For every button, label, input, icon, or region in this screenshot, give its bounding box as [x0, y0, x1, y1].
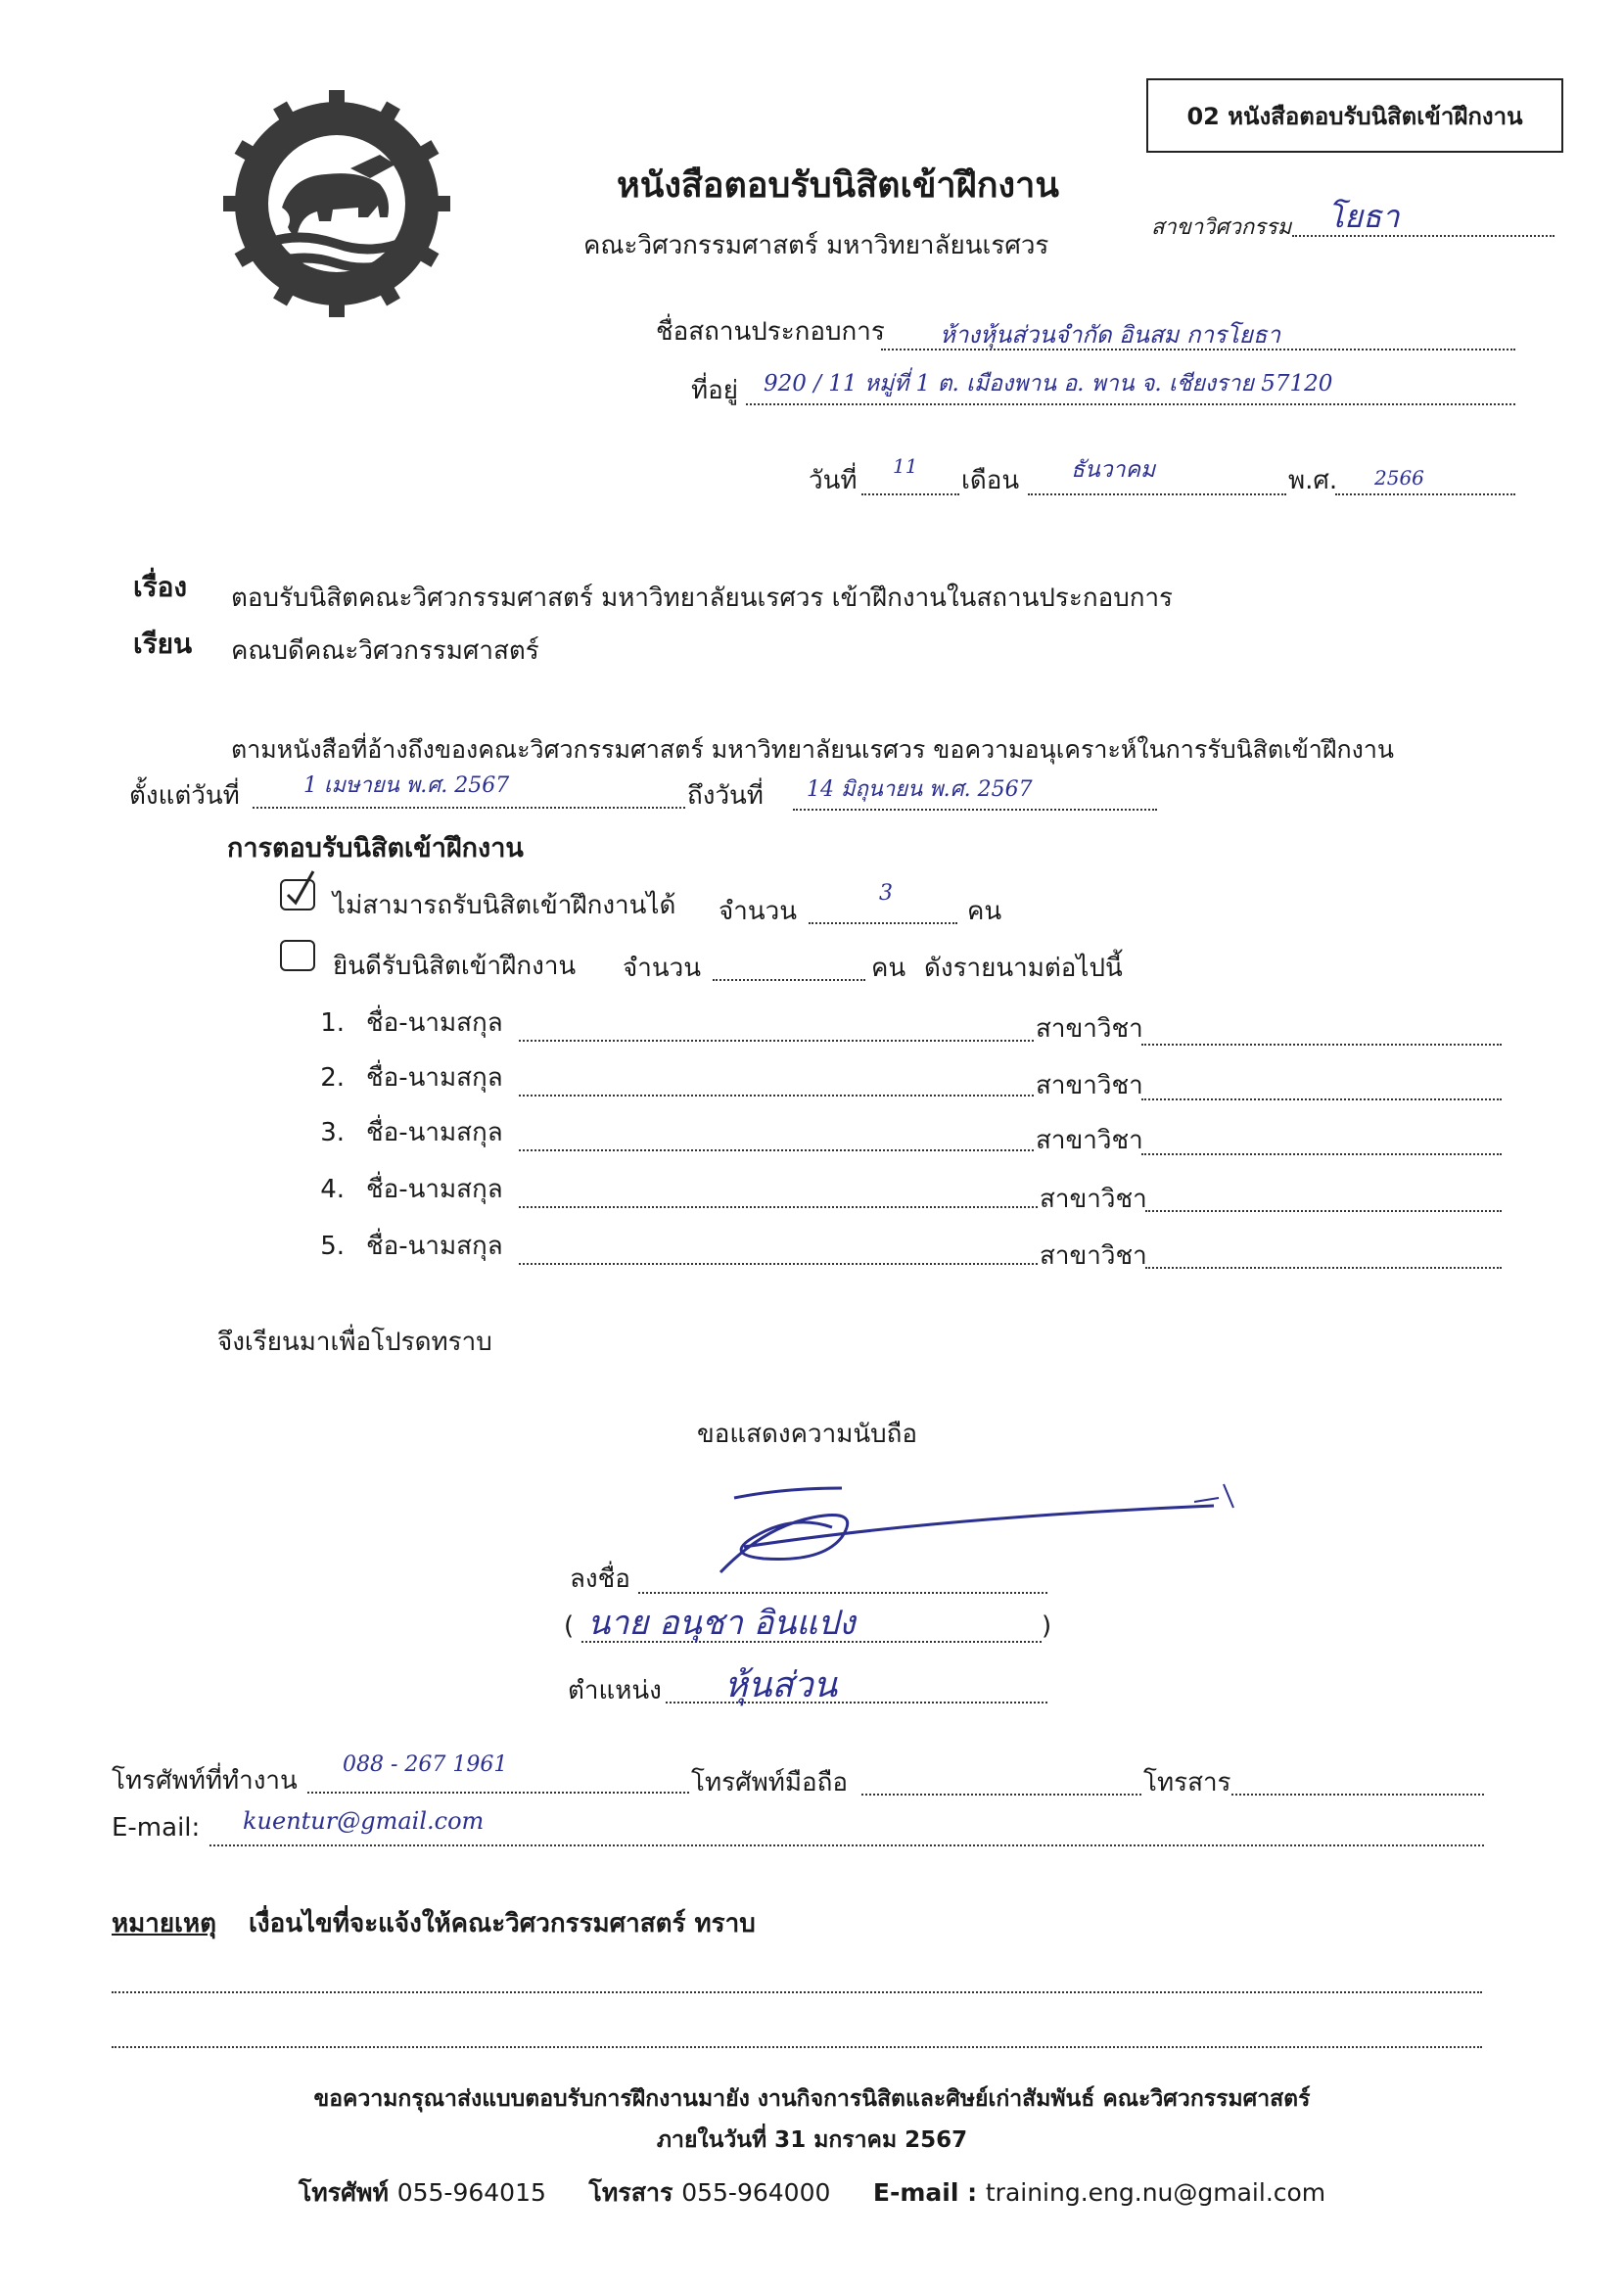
remark-line-2	[112, 2046, 1482, 2048]
closing-inform: จึงเรียนมาเพื่อโปรดทราบ	[217, 1328, 492, 1357]
page-title: หนังสือตอบรับนิสิตเข้าฝึกงาน	[617, 165, 1059, 206]
faculty-logo	[223, 90, 450, 317]
position-label: ตำแหน่ง	[568, 1676, 662, 1705]
to-date-label: ถึงวันที่	[687, 781, 764, 811]
position-value: หุ้นส่วน	[724, 1665, 838, 1705]
date-month-value: ธันวาคม	[1071, 457, 1156, 483]
address-dots	[746, 403, 1515, 405]
student-major-label: สาขาวิชา	[1040, 1241, 1147, 1271]
office-phone-value: 088 - 267 1961	[343, 1752, 508, 1777]
date-month-dots	[1028, 493, 1286, 495]
reject-checkbox[interactable]	[280, 879, 315, 910]
sign-paren-close: )	[1042, 1611, 1052, 1641]
date-year-label: พ.ศ.	[1288, 466, 1338, 495]
email-value: kuentur@gmail.com	[243, 1807, 485, 1835]
office-phone-dots	[307, 1792, 689, 1794]
branch-label: สาขาวิศวกรรม	[1151, 215, 1292, 240]
footer-fax: 055-964000	[681, 2178, 831, 2207]
gear-elephant-seal-icon	[223, 90, 450, 317]
student-num: 5.	[320, 1232, 345, 1261]
signature-scribble-icon	[646, 1469, 1273, 1586]
date-year-value: 2566	[1374, 466, 1424, 490]
sign-paren-open: (	[564, 1611, 575, 1641]
student-major-label: สาขาวิชา	[1036, 1014, 1143, 1044]
student-major-label: สาขาวิชา	[1036, 1071, 1143, 1100]
remark-label: หมายเหตุ	[112, 1909, 217, 1938]
accept-count-dots	[713, 979, 865, 981]
acceptance-heading: การตอบรับนิสิตเข้าฝึกงาน	[227, 833, 524, 863]
from-date-value: 1 เมษายน พ.ศ. 2567	[303, 773, 510, 798]
checkmark-icon	[280, 867, 319, 910]
student-num: 3.	[320, 1118, 345, 1147]
page-subtitle: คณะวิศวกรรมศาสตร์ มหาวิทยาลัยนเรศวร	[583, 231, 1049, 260]
footer-phone-label: โทรศัพท์	[298, 2178, 389, 2207]
student-row	[313, 1226, 503, 1266]
email-dots	[209, 1844, 1484, 1846]
student-name-label: ชื่อ-นามสกุล	[366, 1118, 503, 1147]
footer-email[interactable]: training.eng.nu@gmail.com	[985, 2178, 1326, 2207]
signer-name: นาย อนุชา อินแปง	[587, 1604, 856, 1643]
company-name-label: ชื่อสถานประกอบการ	[656, 317, 885, 347]
footer-line-1: ขอความกรุณาส่งแบบตอบรับการฝึกงานมายัง งานกิจการนิสิตและศิษย์เก่าสัมพันธ์ คณะวิศวกรรมศาสตร์	[313, 2086, 1311, 2112]
student-name-label: ชื่อ-นามสกุล	[366, 1063, 503, 1093]
footer-contacts	[0, 2173, 1624, 2213]
accept-unit: คน	[871, 954, 906, 983]
student-major-dots	[1145, 1267, 1502, 1269]
subject-label: เรื่อง	[133, 571, 188, 603]
company-name-value: ห้างหุ้นส่วนจำกัด อินสม การโยธา	[940, 321, 1280, 349]
student-row	[313, 1169, 503, 1209]
closing-regards: ขอแสดงความนับถือ	[697, 1420, 917, 1449]
accept-count-label: จำนวน	[623, 954, 701, 983]
reject-count-value: 3	[879, 881, 893, 906]
branch-value: โยธา	[1327, 198, 1400, 235]
form-code-box	[1146, 78, 1563, 153]
office-phone-label: โทรศัพท์ที่ทำงาน	[112, 1766, 298, 1796]
student-name-dots	[519, 1206, 1038, 1208]
fax-dots	[1231, 1794, 1484, 1796]
accept-option-label: ยินดีรับนิสิตเข้าฝึกงาน	[333, 952, 577, 981]
student-major-label: สาขาวิชา	[1036, 1126, 1143, 1155]
subject-text: ตอบรับนิสิตคณะวิศวกรรมศาสตร์ มหาวิทยาลัยนเรศวร เข้าฝึกงานในสถานประกอบการ	[231, 583, 1174, 613]
student-major-dots	[1141, 1153, 1502, 1155]
student-name-label: ชื่อ-นามสกุล	[366, 1232, 503, 1261]
sign-label: ลงชื่อ	[570, 1564, 630, 1594]
student-name-dots	[519, 1095, 1034, 1097]
remark-text: เงื่อนไขที่จะแจ้งให้คณะวิศวกรรมศาสตร์ ทราบ	[249, 1909, 756, 1938]
student-name-label: ชื่อ-นามสกุล	[366, 1175, 503, 1204]
student-name-dots	[519, 1263, 1038, 1265]
mobile-label: โทรศัพท์มือถือ	[691, 1768, 848, 1797]
reject-option-label: ไม่สามารถรับนิสิตเข้าฝึกงานได้	[333, 891, 676, 920]
sign-dots	[638, 1592, 1047, 1594]
footer-fax-label: โทรสาร	[588, 2178, 673, 2207]
remark-line-1	[112, 1991, 1482, 1993]
branch-field	[1151, 210, 1291, 244]
email-label: E-mail:	[112, 1813, 201, 1843]
student-major-dots	[1141, 1098, 1502, 1100]
position-dots	[666, 1702, 1047, 1704]
reject-unit: คน	[967, 897, 1002, 926]
student-name-label: ชื่อ-นามสกุล	[366, 1008, 503, 1038]
student-major-label: สาขาวิชา	[1040, 1185, 1147, 1214]
student-major-dots	[1145, 1210, 1502, 1212]
address-label: ที่อยู่	[691, 376, 738, 405]
mobile-dots	[861, 1794, 1141, 1796]
student-num: 2.	[320, 1063, 345, 1093]
date-day-value: 11	[893, 454, 918, 478]
accept-checkbox[interactable]	[280, 940, 315, 971]
from-date-label: ตั้งแต่วันที่	[129, 781, 240, 811]
student-name-dots	[519, 1149, 1034, 1151]
to-text: คณบดีคณะวิศวกรรมศาสตร์	[231, 636, 539, 666]
student-major-dots	[1141, 1044, 1502, 1046]
reject-count-label: จำนวน	[719, 897, 797, 926]
student-row	[313, 1112, 503, 1152]
footer-line-2: ภายในวันที่ 31 มกราคม 2567	[656, 2127, 968, 2153]
body-paragraph: ตามหนังสือที่อ้างถึงของคณะวิศวกรรมศาสตร์ มหาวิทยาลัยนเรศวร ขอความอนุเคราะห์ในการรับนิสิตเข้าฝึกงาน	[231, 735, 1394, 764]
student-num: 4.	[320, 1175, 345, 1204]
footer-email-label: E-mail :	[872, 2178, 978, 2207]
date-year-dots	[1335, 493, 1515, 495]
address-value: 920 / 11 หมู่ที่ 1 ต. เมืองพาน อ. พาน จ. เชียงราย 57120	[764, 371, 1333, 397]
student-row	[313, 1057, 503, 1097]
fax-label: โทรสาร	[1143, 1768, 1231, 1797]
student-row	[313, 1003, 503, 1043]
reject-count-dots	[809, 922, 957, 924]
date-month-label: เดือน	[961, 466, 1020, 495]
to-date-value: 14 มิถุนายน พ.ศ. 2567	[807, 777, 1033, 802]
accept-suffix: ดังรายนามต่อไปนี้	[924, 954, 1123, 983]
from-date-dots	[253, 807, 685, 809]
student-num: 1.	[320, 1008, 345, 1038]
date-day-label: วันที่	[809, 466, 858, 495]
form-code: 02 หนังสือตอบรับนิสิตเข้าฝึกงาน	[1186, 102, 1523, 130]
date-day-dots	[861, 493, 959, 495]
to-label: เรียน	[133, 628, 193, 660]
student-name-dots	[519, 1040, 1034, 1042]
footer-phone: 055-964015	[396, 2178, 546, 2207]
to-date-dots	[793, 809, 1157, 811]
